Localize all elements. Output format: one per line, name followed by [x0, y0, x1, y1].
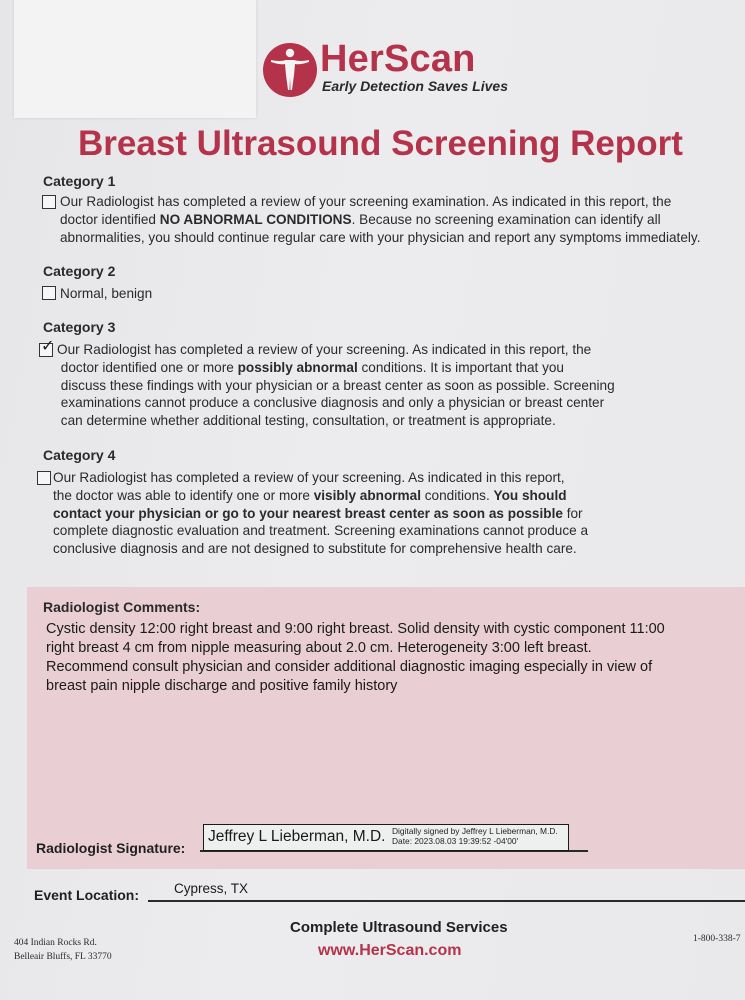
category-4-heading: Category 4	[43, 447, 116, 463]
category-1-line: doctor identified NO ABNORMAL CONDITIONS. Because no screening examination can identify all	[60, 211, 661, 227]
category-4-line: the doctor was able to identify one or more visibly abnormal conditions. You should	[53, 487, 567, 503]
brand-tagline: Early Detection Saves Lives	[322, 78, 508, 94]
category-4-line: complete diagnostic evaluation and treatment. Screening examinations cannot produce a	[53, 523, 589, 539]
footer-address	[14, 936, 112, 964]
category-4-line: Our Radiologist has completed a review of your screening. As indicated in this report,	[53, 470, 565, 485]
category-4-line: conclusive diagnosis and are not designed to substitute for comprehensive health care.	[53, 541, 577, 557]
category-3-line: Our Radiologist has completed a review of your screening. As indicated in this report, the	[57, 342, 592, 357]
signature-field[interactable]	[203, 824, 569, 851]
category-1-line: Our Radiologist has completed a review of your screening examination. As indicated in this report, the	[60, 194, 672, 209]
category-3-checkbox[interactable]	[39, 338, 55, 357]
category-3-line: can determine whether additional testing, consultation, or treatment is appropriate.	[60, 413, 556, 429]
category-3-text	[57, 341, 615, 430]
footer-website-link[interactable]: www.HerScan.com	[318, 942, 462, 959]
signature-name: Jeffrey L Lieberman, M.D.	[208, 828, 386, 845]
category-1-checkbox[interactable]	[42, 195, 56, 209]
digital-signature-date: Date: 2023.08.03 19:39:52 -04'00'	[392, 836, 519, 846]
footer-services: Complete Ultrasound Services	[290, 919, 508, 936]
category-1-heading: Category 1	[43, 173, 116, 189]
patient-label-sticker	[14, 0, 256, 118]
checkmark-icon: ✓	[41, 338, 55, 355]
event-location-line	[148, 900, 745, 902]
comment-line: breast pain nipple discharge and positive family history	[46, 678, 398, 694]
category-2-line: Normal, benign	[60, 286, 153, 301]
category-3-heading: Category 3	[43, 319, 116, 335]
comment-line: Cystic density 12:00 right breast and 9:00 right breast. Solid density with cystic component 11:00	[46, 621, 665, 637]
digital-signature-stamp	[392, 826, 558, 846]
event-location-value: Cypress, TX	[174, 881, 249, 896]
digital-signature-by: Digitally signed by Jeffrey L Lieberman, M.D.	[392, 826, 558, 836]
comment-line: right breast 4 cm from nipple measuring about 2.0 cm. Heterogeneity 3:00 left breast.	[46, 640, 592, 656]
category-4-text	[53, 469, 588, 558]
address-line-2: Belleair Bluffs, FL 33770	[14, 952, 112, 962]
category-2-checkbox[interactable]	[42, 286, 56, 300]
report-title: Breast Ultrasound Screening Report	[78, 124, 683, 163]
event-location-label: Event Location:	[34, 887, 140, 903]
category-3-line: doctor identified one or more possibly abnormal conditions. It is important that you	[60, 359, 564, 375]
footer-phone: 1-800-338-7	[693, 934, 741, 944]
category-3-line: discuss these findings with your physician or a breast center as soon as possible. Screening	[60, 377, 615, 393]
category-1-text	[60, 193, 700, 246]
comment-line: Recommend consult physician and consider additional diagnostic imaging especially in view of	[46, 659, 653, 675]
category-2-text	[60, 285, 152, 303]
brand-name: HerScan	[320, 38, 476, 80]
category-4-line: contact your physician or go to your nearest breast center as soon as possible for	[53, 505, 583, 521]
brand-logo	[262, 38, 512, 100]
category-1-line: abnormalities, you should continue regular care with your physician and report any symptoms immediately.	[60, 229, 701, 245]
category-4-checkbox[interactable]	[37, 471, 51, 485]
comments-text	[46, 620, 736, 696]
category-2-heading: Category 2	[43, 263, 116, 279]
address-line-1: 404 Indian Rocks Rd.	[14, 938, 97, 948]
category-3-line: examinations cannot produce a conclusive diagnosis and only a physician or breast center	[60, 395, 605, 411]
comments-heading: Radiologist Comments:	[43, 599, 201, 615]
herscan-figure-icon	[262, 42, 318, 98]
signature-label: Radiologist Signature:	[36, 840, 186, 856]
